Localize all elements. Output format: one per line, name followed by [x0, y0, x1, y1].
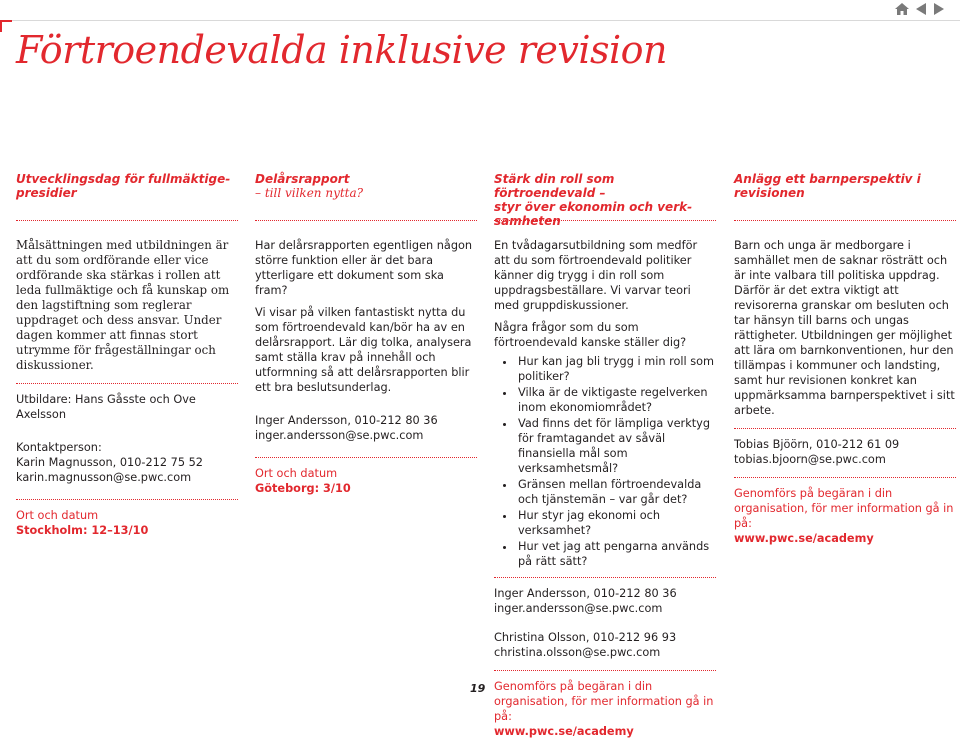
org-info	[494, 670, 716, 739]
course-heading	[734, 172, 956, 220]
heading-line: revisionen	[734, 186, 805, 200]
contact-email[interactable]: karin.magnusson@se.pwc.com	[16, 471, 192, 484]
org-info	[734, 477, 956, 546]
course-heading	[255, 172, 477, 220]
place-label: Ort och datum	[16, 509, 99, 522]
course-description: Vi visar på vilken fantastiskt nytta du som förtroendevald kan/bör ha av en delårsrapport. Lär dig tolka, analysera samt ställa krav på innehåll och utformning så att delårsrapporten blir ett bra beslutsunderlag.	[255, 306, 472, 394]
home-icon[interactable]	[894, 1, 910, 20]
list-item: • Hur vet jag att pengarna används på rätt sätt?	[516, 539, 716, 569]
contact-block	[494, 577, 716, 660]
contact-name: Inger Andersson, 010-212 80 36	[494, 587, 677, 600]
heading-line: Delårsrapport	[255, 172, 350, 186]
contact-name: Christina Olsson, 010-212 96 93	[494, 631, 677, 644]
course-heading	[494, 172, 716, 228]
arrow-left-icon[interactable]	[914, 1, 928, 20]
contact-email[interactable]: tobias.bjoorn@se.pwc.com	[734, 453, 886, 466]
course-description: Målsättningen med utbildningen är att du som ordförande eller vice ordförande ska stärkas i rollen att leda fullmäktige och få kunskap om den lagstiftning som reglerar uppdraget och dess ansvar. Under dagen kommer att finnas stort utrymme för frågeställningar och diskussioner.	[16, 238, 230, 372]
place-date	[255, 457, 477, 496]
list-item: • Vad finns det för lämpliga verktyg för framtagandet av såväl finansiella mål som verksamhetsmål?	[516, 416, 716, 476]
course-delarsrapport	[255, 172, 477, 496]
place-date	[16, 499, 238, 538]
contact-block	[16, 440, 238, 485]
contact-email[interactable]: christina.olsson@se.pwc.com	[494, 646, 661, 659]
course-description: Barn och unga är medborgare i samhället men de saknar rösträtt och är inte valbara till politiska uppdrag. Därför är det extra viktigt att revisorerna granskar om besluten och tar hänsyn till barns och ungas rättigheter. Utbildningen ger möjlighet att lära om barnkonventionen, hur den tillämpas i kommuner och landsting, samt hur revisionen konkret kan uppmärksamma barnperspektivet i sitt arbete.	[734, 239, 955, 417]
contact-block	[734, 428, 956, 467]
heading-line: presidier	[16, 186, 77, 200]
contact-email[interactable]: inger.andersson@se.pwc.com	[494, 602, 663, 615]
heading-sub: – till vilken nytta?	[255, 186, 364, 200]
list-item: • Hur kan jag bli trygg i min roll som politiker?	[516, 354, 716, 384]
list-item: • Hur styr jag ekonomi och verksamhet?	[516, 508, 716, 538]
corner-mark	[0, 20, 12, 32]
contact-email[interactable]: inger.andersson@se.pwc.com	[255, 429, 424, 442]
page-title: Förtroendevalda inklusive revision	[16, 28, 668, 72]
course-description: En tvådagarsutbildning som medför att du som förtroendevald politiker känner dig trygg i din roll som uppdragsbeställare. Vi varvar teori med gruppdiskussioner.	[494, 239, 698, 312]
arrow-right-icon[interactable]	[932, 1, 946, 20]
page-number: 19	[470, 682, 486, 695]
heading-line: Anlägg ett barnperspektiv i	[734, 172, 921, 186]
academy-link[interactable]: www.pwc.se/academy	[734, 532, 874, 545]
course-barnperspektiv	[734, 172, 956, 546]
place-value: Stockholm: 12–13/10	[16, 524, 149, 537]
divider	[734, 220, 956, 221]
heading-line: Stärk din roll som förtroendevald –	[494, 172, 615, 200]
contact-name: Tobias Bjöörn, 010-212 61 09	[734, 438, 900, 451]
contact-block	[255, 413, 477, 443]
contact-name: Inger Andersson, 010-212 80 36	[255, 414, 438, 427]
heading-line: styr över ekonomin och verk-	[494, 200, 693, 214]
org-text: Genomförs på begäran i din organisation, för mer information gå in på:	[494, 680, 714, 723]
divider	[255, 220, 477, 221]
course-utvecklingsdag	[16, 172, 238, 538]
contact-label: Kontaktperson:	[16, 441, 102, 454]
course-description: Har delårsrapporten egentligen någon större funktion eller är det bara ytterligare ett dokument som ska fram?	[255, 239, 473, 297]
course-heading	[16, 172, 238, 220]
heading-line: samheten	[494, 214, 561, 228]
top-rule	[0, 20, 960, 21]
heading-line: Utvecklingsdag för fullmäktige-	[16, 172, 231, 186]
course-stark-din-roll	[494, 172, 716, 739]
place-label: Ort och datum	[255, 467, 338, 480]
list-item: • Vilka är de viktigaste regelverken inom ekonomiområdet?	[516, 385, 716, 415]
place-value: Göteborg: 3/10	[255, 482, 351, 495]
contact-name: Karin Magnusson, 010-212 75 52	[16, 456, 203, 469]
trainers	[16, 383, 238, 422]
academy-link[interactable]: www.pwc.se/academy	[494, 725, 634, 738]
trainers-text: Utbildare: Hans Gåsste och Ove Axelsson	[16, 393, 196, 421]
course-questions-intro: Några frågor som du som förtroendevald kanske ställer dig?	[494, 321, 687, 349]
question-list	[494, 354, 716, 569]
org-text: Genomförs på begäran i din organisation, för mer information gå in på:	[734, 487, 954, 530]
page-navigation	[894, 0, 946, 20]
list-item: • Gränsen mellan förtroendevalda och tjänstemän – var går det?	[516, 477, 716, 507]
divider	[16, 220, 238, 221]
